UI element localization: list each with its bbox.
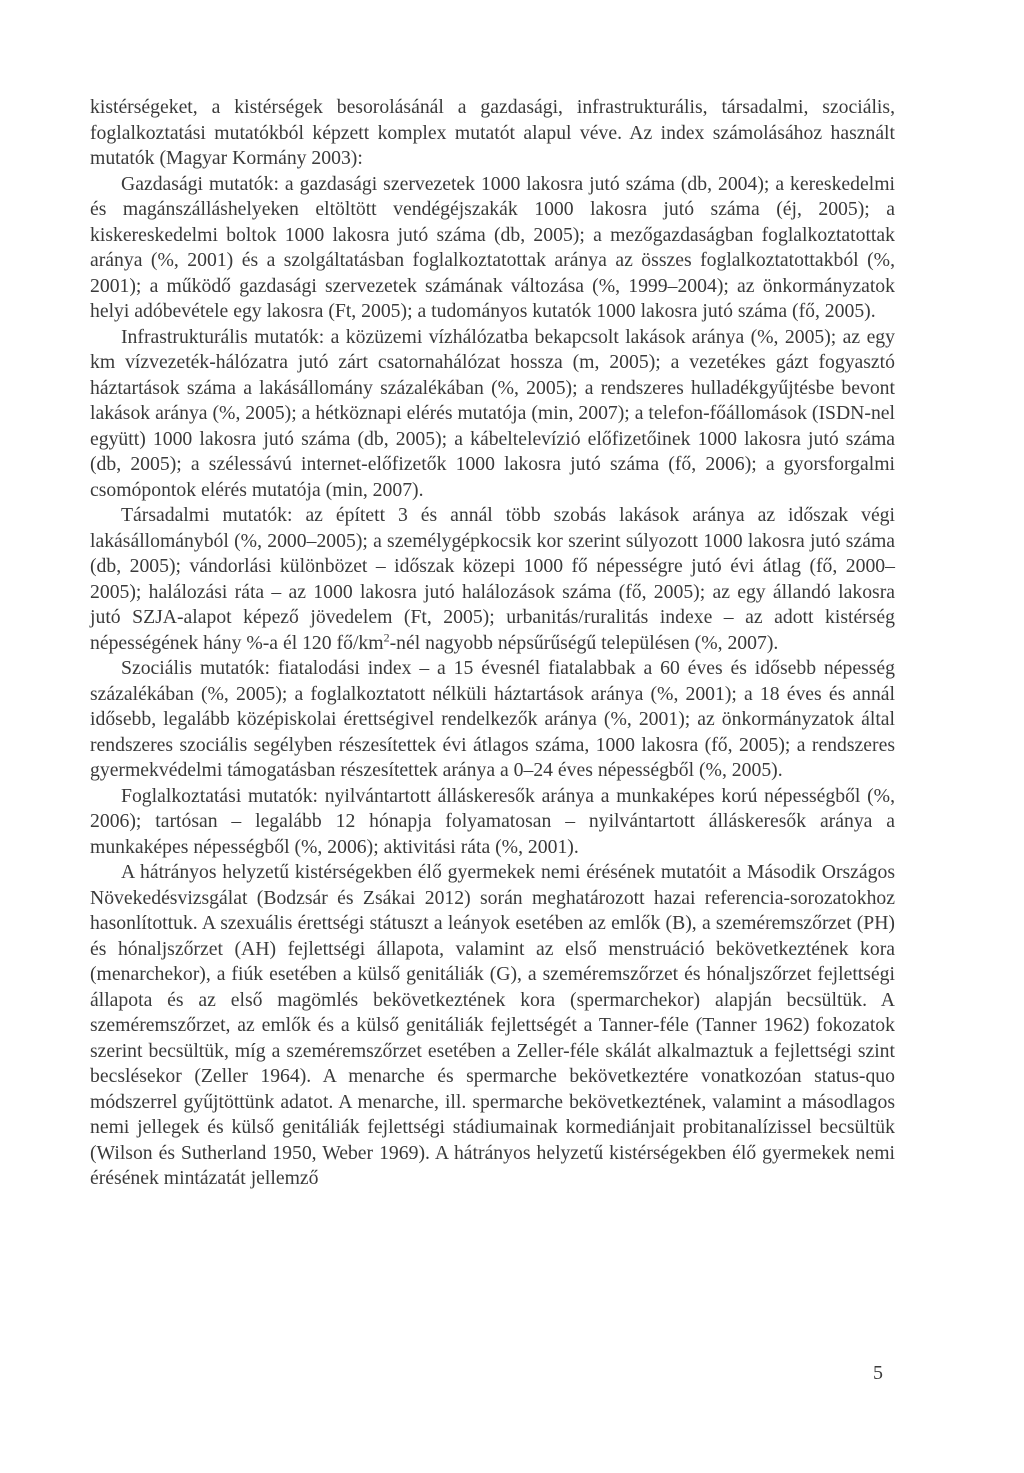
paragraph (90, 503, 895, 656)
paragraph: Foglalkoztatási mutatók: nyilvántartott álláskeresők aránya a munkaképes korú népességből (%, 2006); tartósan – legalább 12 hónapja folyamatosan – nyilvántartott álláskeresők aránya a munkaképes népességből (%, 2006); aktivitási ráta (%, 2001). (90, 784, 895, 858)
paragraph: kistérségeket, a kistérségek besorolásánál a gazdasági, infrastrukturális, társadalmi, szociális, foglalkoztatási mutatókból képzett komplex mutatót alapul véve. Az index számolásához használt mutatók (Magyar Kormány 2003): (90, 96, 895, 169)
paragraph: A hátrányos helyzetű kistérségekben élő gyermekek nemi érésének mutatóit a Második Országos Növekedésvizsgálat (Bodzsár és Zsákai 2012) során meghatározott hazai referencia-sorozatokhoz hasonlítottuk. A szexuális érettségi státuszt a leányok esetében az emlők (B), a szeméremszőrzet (PH) és hónaljszőrzet (AH) fejlettségi állapota, valamint az első menstruáció bekövetkeztének kora (menarchekor), a fiúk esetében a külső genitáliák (G), a szeméremszőrzet és hónaljszőrzet fejlettségi állapota és az első magömlés bekövetkeztének kora (spermarchekor) alapján becsültük. A szeméremszőrzet, az emlők és a külső genitáliák fejlettségét a Tanner-féle (Tanner 1962) fokozatok szerint becsültük, míg a szeméremszőrzet esetében a Zeller-féle skálát alkalmaztuk a fejlettségi szint becslésekor (Zeller 1964). A menarche és spermarche bekövetkeztére vonatkozóan status-quo módszerrel gyűjtöttünk adatot. A menarche, ill. spermarche bekövetkeztének, valamint a másodlagos nemi jellegek és külső genitáliák fejlettségi stádiumainak kormediánjait probitanalízissel becsültük (Wilson és Sutherland 1950, Weber 1969). A hátrányos helyzetű kistérségekben élő gyermekek nemi érésének mintázatát jellemző (90, 861, 895, 1189)
paragraph: Infrastrukturális mutatók: a közüzemi vízhálózatba bekapcsolt lakások aránya (%, 2005); az egy km vízvezeték-hálózatra jutó zárt csatornahálózat hossza (m, 2005); a vezetékes gázt fogyasztó háztartások száma a lakásállomány százalékában (%, 2005); a rendszeres hulladékgyűjtésbe bevont lakások aránya (%, 2005); a hétköznapi elérés mutatója (min, 2007); a telefon-főállomások (ISDN-nel együtt) 1000 lakosra jutó száma (db, 2005); a kábeltelevízió előfizetőinek 1000 lakosra jutó száma (db, 2005); a szélessávú internet-előfizetők 1000 lakosra jutó száma (fő, 2006); a gyorsforgalmi csomópontok elérés mutatója (min, 2007). (90, 325, 895, 501)
page-number: 5 (873, 1362, 883, 1384)
page-body (90, 95, 895, 1192)
paragraph: Gazdasági mutatók: a gazdasági szervezetek 1000 lakosra jutó száma (db, 2004); a kereskedelmi és magánszálláshelyeken eltöltött vendégéjszakák 1000 lakosra jutó száma (éj, 2005); a kiskereskedelmi boltok 1000 lakosra jutó száma (db, 2005); a mezőgazdaságban foglalkoztatottak aránya (%, 2001) és a szolgáltatásban foglalkoztatottak aránya az összes foglalkoztatottakból (%, 2001); a működő gazdasági szervezetek számának változása (%, 1999–2004); az önkormányzatok helyi adóbevétele egy lakosra (Ft, 2005); a tudományos kutatók 1000 lakosra jutó száma (fő, 2005). (90, 172, 895, 322)
superscript: 2 (383, 629, 390, 644)
paragraph-text: Társadalmi mutatók: az épített 3 és annál több szobás lakások aránya az időszak végi lakásállományból (%, 2000–2005); a személygépkocsik kor szerint súlyozott 1000 lakosra jutó száma (db, 2005); vándorlási különbözet – időszak közepi 1000 fő népességre jutó évi átlag (fő, 2000–2005); halálozási ráta – az 1000 lakosra jutó halálozások száma (fő, 2005); az egy állandó lakosra jutó SZJA-alapot képező jövedelem (Ft, 2005); urbanitás/ruralitás indexe – az adott kistérség népességének hány %-a él 120 fő/km (90, 504, 895, 654)
paragraph: Szociális mutatók: fiatalodási index – a 15 évesnél fiatalabbak a 60 éves és idősebb népesség százalékában (%, 2005); a foglalkoztatott nélküli háztartások aránya (%, 2001); a 18 éves és annál idősebb, legalább középiskolai érettségivel rendelkezők aránya (%, 2001); az önkormányzatok által rendszeres szociális segélyben részesítettek évi átlagos száma, 1000 lakosra (fő, 2005); a rendszeres gyermekvédelmi támogatásban részesítettek aránya a 0–24 éves népességből (%, 2005). (90, 657, 895, 781)
paragraph-text-tail: -nél nagyobb népsűrűségű településen (%, 2007). (389, 631, 779, 654)
